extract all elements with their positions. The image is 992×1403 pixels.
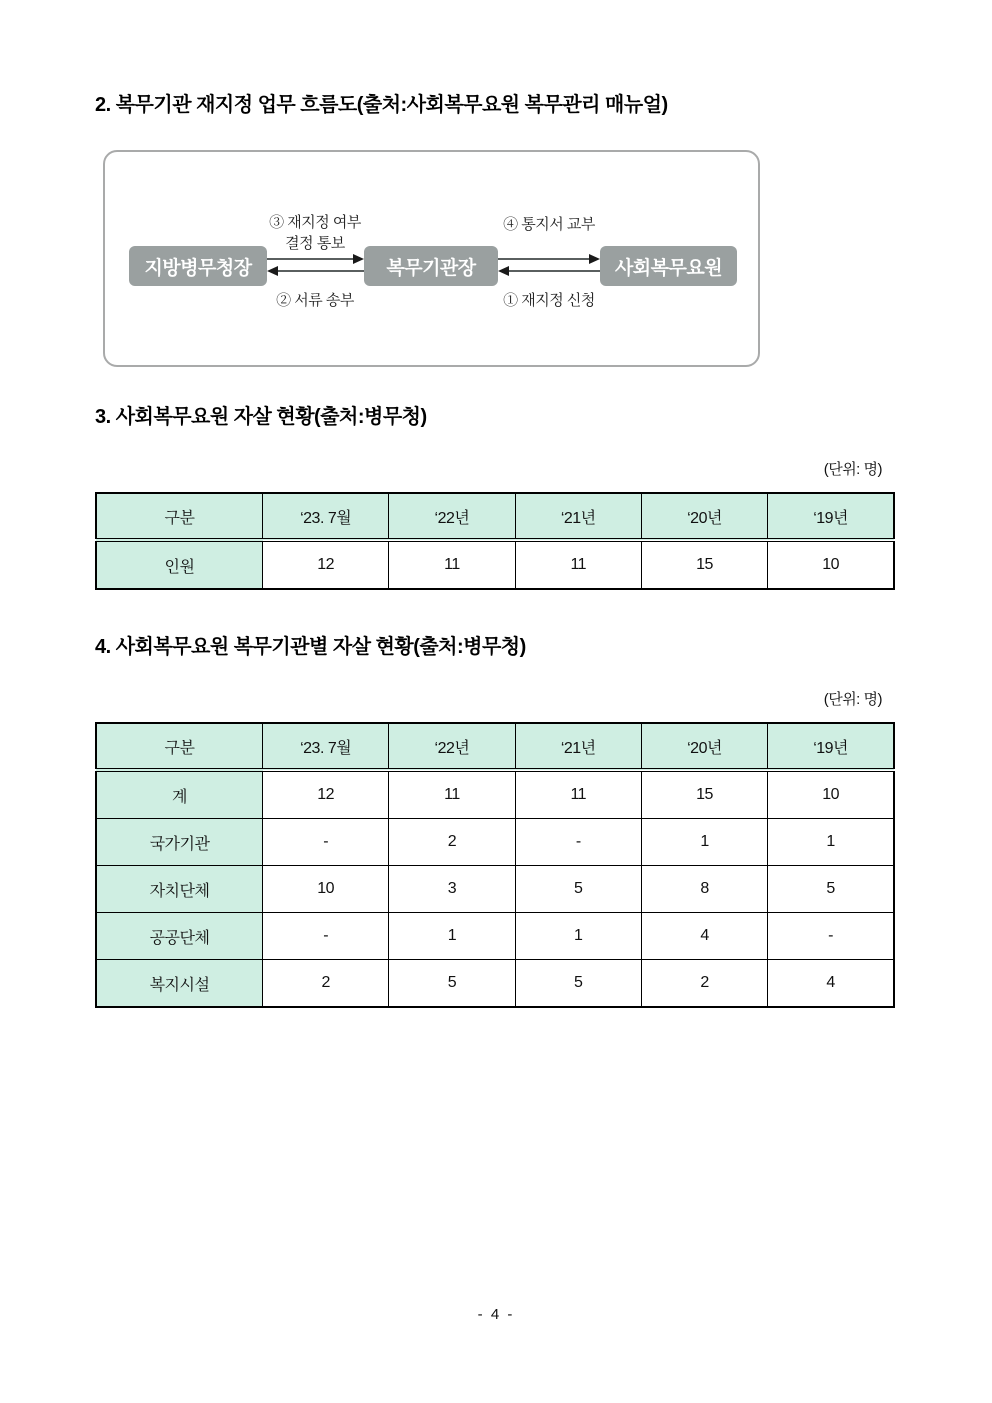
column-header: ‘22년 [389,723,515,770]
table-cell: 5 [515,866,641,913]
table-row [96,960,894,1008]
flow-label-step2: ② 서류 송부 [276,292,354,309]
table-cell: 11 [515,770,641,819]
table-cell: 12 [263,770,389,819]
header-row [96,723,894,770]
flow-label-step3-line2: 결정 통보 [285,235,345,252]
column-header: ‘20년 [641,723,767,770]
table-cell: 1 [768,819,894,866]
table-cell: 15 [641,770,767,819]
column-header: ‘22년 [389,493,515,540]
column-header: 구분 [96,723,263,770]
reassignment-flow-diagram [103,150,760,367]
column-header: ‘21년 [515,723,641,770]
table-cell: - [768,913,894,960]
arrow-right-icon [498,253,600,265]
diagram-node-social-service-agent: 사회복무요원 [600,246,737,286]
table-cell: 11 [515,540,641,589]
section4-heading: 4. 사회복무요원 복무기관별 자살 현황(출처:병무청) [95,636,526,658]
row-header: 계 [96,770,263,819]
table-cell: 5 [515,960,641,1008]
table-cell: 8 [641,866,767,913]
column-header: ‘19년 [768,723,894,770]
row-header: 자치단체 [96,866,263,913]
table-cell: 2 [389,819,515,866]
flow-label-step3-line1: ③ 재지정 여부 [269,214,361,231]
table-cell: 11 [389,540,515,589]
table-cell: 1 [641,819,767,866]
table-cell: 10 [768,540,894,589]
row-header: 복지시설 [96,960,263,1008]
column-header: ‘23. 7월 [263,493,389,540]
table-cell: - [263,819,389,866]
table-cell: 4 [641,913,767,960]
flow-label-step1: ① 재지정 신청 [503,292,595,309]
table-cell: - [263,913,389,960]
arrow-left-icon [267,265,364,277]
diagram-node-regional-military-office-head: 지방병무청장 [129,246,267,286]
table-cell: 12 [263,540,389,589]
table-cell: 15 [641,540,767,589]
suicide-status-table [95,492,895,590]
row-header: 인원 [96,540,263,589]
table-cell: 3 [389,866,515,913]
column-header: ‘19년 [768,493,894,540]
arrow-left-icon [498,265,600,277]
arrow-right-icon [267,253,364,265]
table-cell: 10 [768,770,894,819]
table-row [96,866,894,913]
table-cell: 5 [389,960,515,1008]
section4-unit-note: (단위: 명) [823,691,882,708]
table-cell: 1 [515,913,641,960]
column-header: ‘20년 [641,493,767,540]
table-cell: 10 [263,866,389,913]
flow-label-step4: ④ 통지서 교부 [503,216,595,233]
table-cell: 2 [641,960,767,1008]
section3-unit-note: (단위: 명) [823,461,882,478]
column-header: 구분 [96,493,263,540]
table-row [96,819,894,866]
row-header: 공공단체 [96,913,263,960]
table-cell: - [515,819,641,866]
table-cell: 1 [389,913,515,960]
table-row [96,770,894,819]
table-cell: 5 [768,866,894,913]
row-header: 국가기관 [96,819,263,866]
column-header: ‘23. 7월 [263,723,389,770]
table-row [96,913,894,960]
suicide-by-agency-table [95,722,895,1008]
header-row [96,493,894,540]
column-header: ‘21년 [515,493,641,540]
diagram-node-service-agency-head: 복무기관장 [364,246,498,286]
section2-heading: 2. 복무기관 재지정 업무 흐름도(출처:사회복무요원 복무관리 매뉴얼) [95,94,668,116]
table-cell: 11 [389,770,515,819]
table-cell: 4 [768,960,894,1008]
table-row [96,540,894,589]
section3-heading: 3. 사회복무요원 자살 현황(출처:병무청) [95,406,427,428]
page-number: - 4 - [477,1306,515,1323]
flow-label-step3 [240,212,390,254]
table-cell: 2 [263,960,389,1008]
